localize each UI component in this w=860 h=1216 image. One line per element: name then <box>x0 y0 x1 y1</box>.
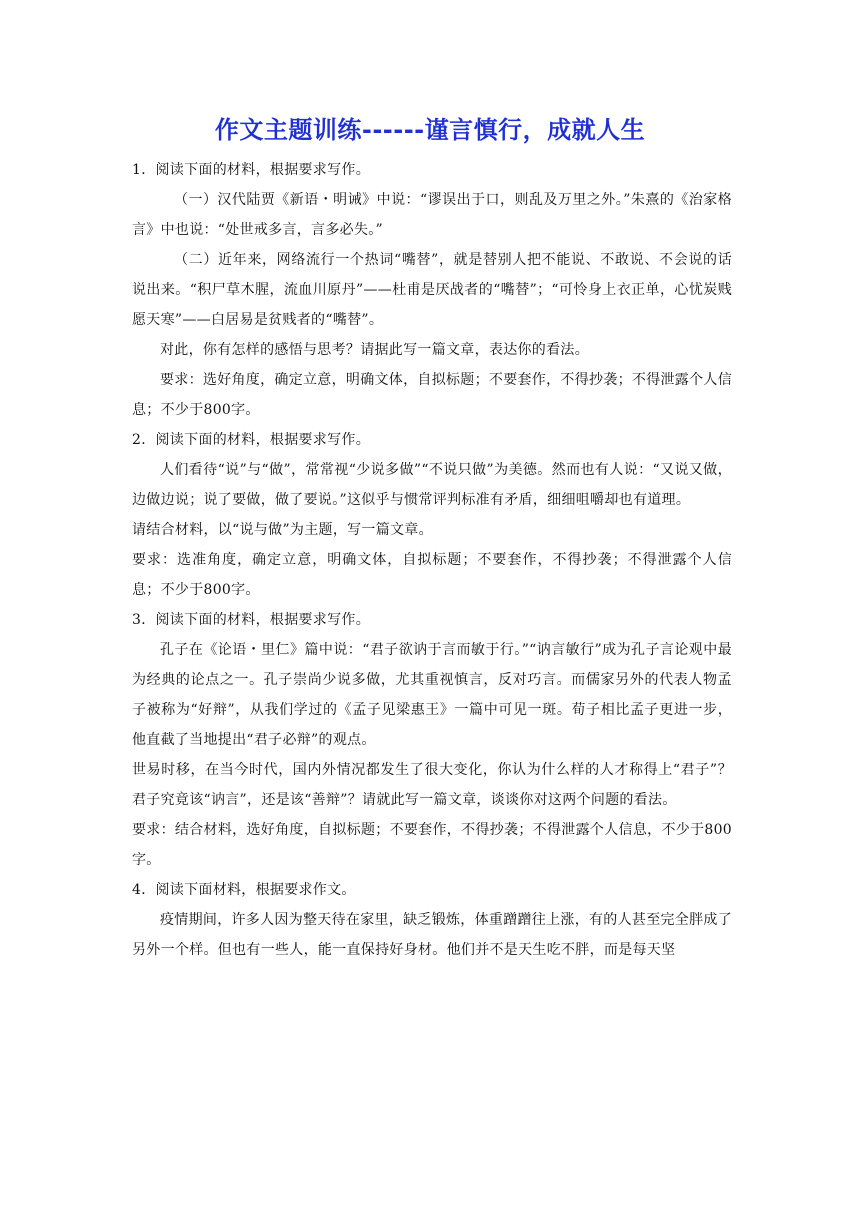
question-heading: 4．阅读下面材料，根据要求作文。 <box>132 882 356 898</box>
question-heading: 2．阅读下面的材料，根据要求写作。 <box>132 432 371 448</box>
question-paragraph: 要求：结合材料，选好角度，自拟标题；不要套作，不得抄袭；不得泄露个人信息，不少于800字。 <box>132 822 732 868</box>
question-paragraph: 世易时移，在当今时代，国内外情况都发生了很大变化，你认为什么样的人才称得上“君子”？君子究竟该“讷言”，还是该“善辩”？请就此写一篇文章，谈谈你对这两个问题的看法。 <box>132 762 732 808</box>
question-paragraph: 要求：选准角度，确定立意，明确文体，自拟标题；不要套作，不得抄袭；不得泄露个人信息；不少于800字。 <box>132 552 732 598</box>
question-paragraph: 疫情期间，许多人因为整天待在家里，缺乏锻炼，体重蹭蹭往上涨，有的人甚至完全胖成了另外一个样。但也有一些人，能一直保持好身材。他们并不是天生吃不胖，而是每天坚 <box>132 912 732 958</box>
question-heading: 1．阅读下面的材料，根据要求写作。 <box>132 162 371 178</box>
question-paragraph: 要求：选好角度，确定立意，明确文体，自拟标题；不要套作，不得抄袭；不得泄露个人信息；不少于800字。 <box>132 372 732 418</box>
page-title: 作文主题训练------谨言慎行，成就人生 <box>214 116 646 144</box>
question-paragraph: 人们看待“说”与“做”，常常视“少说多做”“不说只做”为美德。然而也有人说：“又说又做，边做边说；说了要做，做了要说。”这似乎与惯常评判标准有矛盾，细细咀嚼却也有道理。 <box>132 462 732 508</box>
question-paragraph: 孔子在《论语・里仁》篇中说：“君子欲讷于言而敏于行。”“讷言敏行”成为孔子言论观中最为经典的论点之一。孔子崇尚少说多做，尤其重视慎言，反对巧言。而儒家另外的代表人物孟子被称为“好辩”，从我们学过的《孟子见梁惠王》一篇中可见一斑。荀子相比孟子更进一步，他直截了当地提出“君子必辩”的观点。 <box>132 642 732 748</box>
document-body <box>132 155 732 965</box>
question-paragraph: 对此，你有怎样的感悟与思考？请据此写一篇文章，表达你的看法。 <box>160 342 589 358</box>
question-paragraph: （二）近年来，网络流行一个热词“嘴替”，就是替别人把不能说、不敢说、不会说的话说出来。“积尸草木腥，流血川原丹”——杜甫是厌战者的“嘴替”；“可怜身上衣正单，心忧炭贱愿天寒”——白居易是贫贱者的“嘴替”。 <box>132 252 732 328</box>
question-heading: 3．阅读下面的材料，根据要求写作。 <box>132 612 371 628</box>
question-paragraph: 请结合材料，以“说与做”为主题，写一篇文章。 <box>132 522 433 538</box>
question-paragraph: （一）汉代陆贾《新语・明诫》中说：“谬误出于口，则乱及万里之外。”朱熹的《治家格言》中也说：“处世戒多言，言多必失。” <box>132 192 732 238</box>
